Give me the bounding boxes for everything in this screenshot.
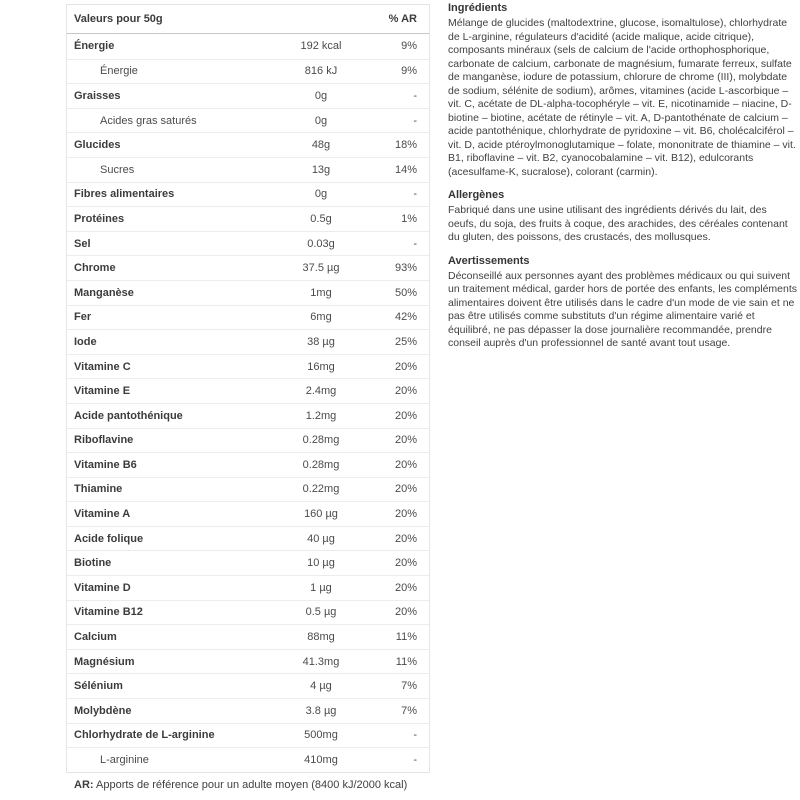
nutrient-ar-percent: 20% <box>394 508 417 521</box>
info-column <box>448 1 798 360</box>
nutrient-label: Sel <box>74 237 91 250</box>
table-row <box>67 452 429 477</box>
info-section-body: Fabriqué dans une usine utilisant des ingrédients dérivés du lait, des oeufs, du soja, des fruits à coque, des arachides, des céréales contenant du gluten, des poissons, des crustacés, des mollusques. <box>448 204 788 243</box>
nutrient-value: 0.22mg <box>302 483 340 496</box>
footnote-text: Apports de référence pour un adulte moyen (8400 kJ/2000 kcal) <box>93 779 408 791</box>
table-row <box>67 673 429 698</box>
nutrient-ar-percent: 50% <box>394 286 417 299</box>
table-row <box>67 206 429 231</box>
table-row <box>67 59 429 84</box>
info-section <box>448 254 798 351</box>
nutrient-ar-percent: 20% <box>394 385 417 398</box>
nutrient-ar-percent: - <box>413 89 417 102</box>
nutrient-value: 40 µg <box>307 532 335 545</box>
table-row <box>67 305 429 330</box>
nutrient-ar-percent: 11% <box>395 631 417 644</box>
table-row <box>67 329 429 354</box>
table-row <box>67 132 429 157</box>
info-section-heading: Ingrédients <box>448 2 508 14</box>
table-row <box>67 255 429 280</box>
info-section-heading: Avertissements <box>448 254 530 267</box>
table-row <box>67 354 429 379</box>
nutrient-label: Magnésium <box>74 655 135 668</box>
nutrient-label: Vitamine A <box>74 508 131 521</box>
nutrient-label: Chlorhydrate de L-arginine <box>74 729 215 742</box>
table-header-values-label: Valeurs pour 50g <box>74 13 163 25</box>
table-row <box>67 723 429 748</box>
nutrient-label: Molybdène <box>74 704 132 717</box>
nutrient-label: Acide folique <box>74 532 144 545</box>
info-section-body: Déconseillé aux personnes ayant des problèmes médicaux ou qui suivent un traitement médical, garder hors de portée des enfants, les compléments alimentaires doivent être utilisés dans le cadre d'un mode de vie sain et ne pas être utilisés comme substituts d'un régime alimentaire varié et équilibré, ne pas dépasser la dose journalière recommandée, prendre conseil auprès d'un professionnel de santé avant tout usage. <box>448 269 798 349</box>
table-row <box>67 575 429 600</box>
nutrient-label: L-arginine <box>100 754 149 767</box>
nutrient-value: 1.2mg <box>305 409 337 422</box>
nutrient-value: 0.5 µg <box>305 606 337 619</box>
nutrient-label: Fibres alimentaires <box>74 188 175 201</box>
nutrient-ar-percent: - <box>413 114 417 127</box>
nutrient-ar-percent: 7% <box>401 680 417 693</box>
info-section <box>448 1 798 179</box>
nutrient-ar-percent: 20% <box>394 483 417 496</box>
nutrient-ar-percent: 9% <box>401 40 417 53</box>
table-row <box>67 477 429 502</box>
nutrient-value: 0.28mg <box>302 458 340 471</box>
nutrient-ar-percent: 20% <box>394 360 417 373</box>
nutrient-value: 41.3mg <box>302 655 340 668</box>
nutrient-label: Énergie <box>100 65 138 78</box>
nutrient-label: Vitamine E <box>74 385 131 398</box>
nutrient-label: Acide pantothénique <box>74 409 183 422</box>
nutrient-ar-percent: 25% <box>394 335 417 348</box>
nutrient-value: 0.5g <box>310 212 332 225</box>
nutrient-ar-percent: 7% <box>401 704 417 717</box>
table-row <box>67 550 429 575</box>
nutrient-label: Vitamine B12 <box>74 606 143 619</box>
nutrient-value: 3.8 µg <box>305 704 337 717</box>
nutrition-facts-table <box>66 4 430 773</box>
table-body <box>67 34 429 772</box>
nutrient-ar-percent: 1% <box>401 212 417 225</box>
nutrient-value: 0g <box>314 89 328 102</box>
nutrient-label: Riboflavine <box>74 434 134 447</box>
table-row <box>67 649 429 674</box>
nutrient-value: 160 µg <box>304 508 338 521</box>
table-footnote <box>74 779 407 791</box>
nutrient-ar-percent: 42% <box>394 311 417 324</box>
nutrient-value: 192 kcal <box>300 40 342 53</box>
nutrient-ar-percent: - <box>413 188 417 201</box>
table-header-ar-label: % AR <box>388 13 417 25</box>
table-row <box>67 526 429 551</box>
table-row <box>67 378 429 403</box>
nutrient-ar-percent: - <box>413 729 417 742</box>
table-row <box>67 600 429 625</box>
table-row <box>67 428 429 453</box>
table-row <box>67 501 429 526</box>
nutrient-label: Thiamine <box>74 483 123 496</box>
nutrient-label: Graisses <box>74 89 121 102</box>
nutrient-value: 0g <box>314 114 328 127</box>
table-row <box>67 747 429 772</box>
nutrient-label: Énergie <box>74 40 115 53</box>
nutrient-label: Calcium <box>74 631 117 644</box>
nutrient-value: 2.4mg <box>305 385 337 398</box>
nutrient-ar-percent: 20% <box>394 606 417 619</box>
table-row <box>67 624 429 649</box>
nutrient-value: 10 µg <box>307 557 335 570</box>
nutrient-value: 4 µg <box>310 680 332 693</box>
nutrient-label: Chrome <box>74 262 116 275</box>
nutrient-ar-percent: - <box>413 754 417 767</box>
nutrient-value: 1mg <box>310 286 332 299</box>
table-row <box>67 231 429 256</box>
table-row <box>67 403 429 428</box>
nutrient-ar-percent: 9% <box>401 65 417 78</box>
nutrient-value: 6mg <box>310 311 332 324</box>
nutrient-label: Iode <box>74 335 97 348</box>
nutrient-value: 500mg <box>304 729 338 742</box>
nutrient-label: Biotine <box>74 557 112 570</box>
nutrient-label: Acides gras saturés <box>100 114 197 127</box>
table-row <box>67 182 429 207</box>
nutrient-value: 0.28mg <box>302 434 340 447</box>
nutrient-ar-percent: 20% <box>394 458 417 471</box>
nutrient-label: Sélénium <box>74 680 123 693</box>
table-row <box>67 698 429 723</box>
table-row <box>67 34 429 59</box>
table-row <box>67 157 429 182</box>
nutrient-value: 410mg <box>304 754 338 767</box>
footnote-ar-label: AR: <box>74 779 94 791</box>
nutrient-ar-percent: 14% <box>394 163 417 176</box>
nutrient-label: Protéines <box>74 212 125 225</box>
nutrient-ar-percent: 20% <box>394 581 417 594</box>
info-section-heading: Allergènes <box>448 189 505 201</box>
nutrient-value: 48g <box>311 139 331 152</box>
nutrient-ar-percent: 20% <box>394 557 417 570</box>
nutrient-label: Sucres <box>100 163 135 176</box>
nutrient-label: Fer <box>74 311 92 324</box>
nutrient-ar-percent: 93% <box>394 262 417 275</box>
nutrient-ar-percent: 11% <box>395 655 417 668</box>
nutrient-ar-percent: 18% <box>394 139 417 152</box>
nutrient-label: Vitamine C <box>74 360 131 373</box>
nutrient-value: 16mg <box>307 360 335 373</box>
nutrient-label: Manganèse <box>74 286 134 299</box>
nutrient-value: 37.5 µg <box>302 262 340 275</box>
nutrient-label: Vitamine B6 <box>74 458 137 471</box>
nutrient-value: 1 µg <box>310 581 332 594</box>
nutrient-ar-percent: 20% <box>394 434 417 447</box>
nutrient-label: Glucides <box>74 139 121 152</box>
table-row <box>67 108 429 133</box>
info-section-body: Mélange de glucides (maltodextrine, glucose, isomaltulose), chlorhydrate de L-arginine, régulateurs d'acidité (acide malique, acide citrique), composants minéraux (sels de calcium de l'acide orthophosphorique, carbonate de calcium, carbonate de magnésium, fumarate ferreux, sulfate de manganèse, iodure de potassium, chlorure de chrome (III), molybdate de sodium, sélénite de sodium), arômes, vitamines (acide L-ascorbique – vit. C, acétate de DL-alpha-tocophéryle – vit. E, nicotinamide – niacine, D-biotine – biotine, acétate de rétinyle – vit. A, D-pantothénate de calcium – acide pantothénique, chlorhydrate de pyridoxine – vit. B6, cholécalciférol – vit. D, acide ptéroylmonoglutamique – folate, mononitrate de thiamine – vit. B1, riboflavine – vit. B2, cyanocobalamine – vit. B12), edulcorants (acesulfame-K, sucralose), colorant (carmin). <box>448 17 796 178</box>
nutrient-ar-percent: 20% <box>394 532 417 545</box>
nutrient-value: 0.03g <box>307 237 335 250</box>
nutrient-value: 88mg <box>307 631 335 644</box>
nutrient-label: Vitamine D <box>74 581 131 594</box>
table-row <box>67 280 429 305</box>
nutrient-ar-percent: 20% <box>394 409 417 422</box>
nutrient-value: 38 µg <box>307 335 335 348</box>
info-section <box>448 188 798 245</box>
table-header-row <box>67 5 429 34</box>
nutrient-value: 0g <box>314 188 328 201</box>
nutrient-value: 13g <box>311 163 331 176</box>
nutrient-value: 816 kJ <box>304 65 338 78</box>
table-row <box>67 83 429 108</box>
nutrient-ar-percent: - <box>413 237 417 250</box>
